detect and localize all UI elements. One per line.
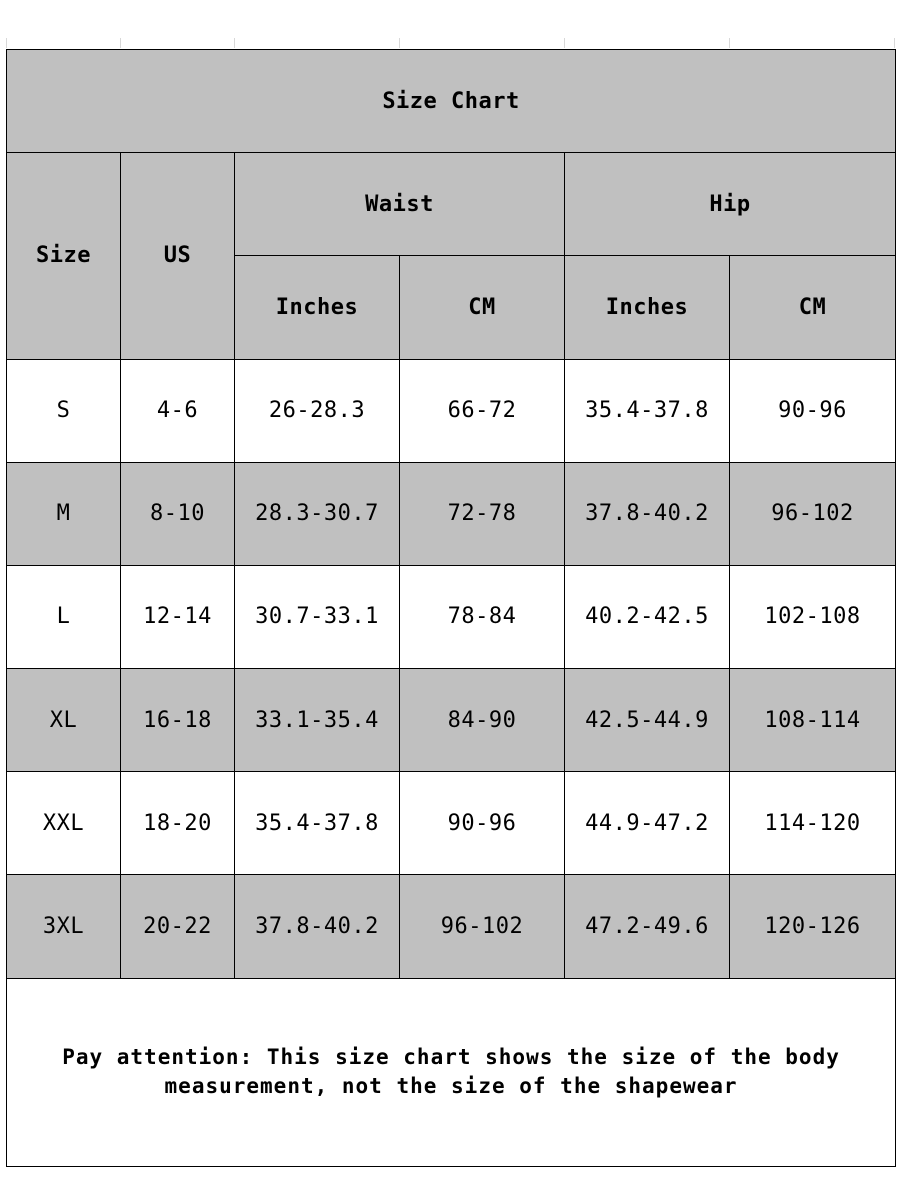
table-row xyxy=(7,462,896,565)
waist-inches-cell: 35.4-37.8 xyxy=(235,772,400,875)
waist-inches-cell: 33.1-35.4 xyxy=(235,669,400,772)
waist-inches-cell: 30.7-33.1 xyxy=(235,565,400,668)
us-cell: 18-20 xyxy=(121,772,235,875)
tick-mark xyxy=(234,38,235,48)
header-waist-inches: Inches xyxy=(235,256,400,359)
us-cell: 8-10 xyxy=(121,462,235,565)
top-gridline-ticks xyxy=(0,38,900,48)
size-cell: M xyxy=(7,462,121,565)
title-row xyxy=(7,50,896,153)
hip-inches-cell: 35.4-37.8 xyxy=(565,359,730,462)
table-row xyxy=(7,359,896,462)
header-waist: Waist xyxy=(235,153,565,256)
table-row xyxy=(7,875,896,978)
waist-inches-cell: 37.8-40.2 xyxy=(235,875,400,978)
hip-inches-cell: 44.9-47.2 xyxy=(565,772,730,875)
size-cell: S xyxy=(7,359,121,462)
tick-mark xyxy=(6,38,7,48)
tick-mark xyxy=(120,38,121,48)
size-chart-table xyxy=(6,49,896,1167)
header-row-top xyxy=(7,153,896,256)
header-hip: Hip xyxy=(565,153,896,256)
hip-inches-cell: 42.5-44.9 xyxy=(565,669,730,772)
note-line-2: measurement, not the size of the shapewear xyxy=(164,1074,738,1099)
hip-cm-cell: 96-102 xyxy=(730,462,896,565)
waist-inches-cell: 26-28.3 xyxy=(235,359,400,462)
hip-cm-cell: 108-114 xyxy=(730,669,896,772)
tick-mark xyxy=(399,38,400,48)
note-line-1: Pay attention: This size chart shows the size of the body xyxy=(62,1045,840,1070)
hip-inches-cell: 47.2-49.6 xyxy=(565,875,730,978)
waist-inches-cell: 28.3-30.7 xyxy=(235,462,400,565)
header-hip-inches: Inches xyxy=(565,256,730,359)
header-us: US xyxy=(121,153,235,359)
header-hip-cm: CM xyxy=(730,256,896,359)
header-waist-cm: CM xyxy=(400,256,565,359)
chart-title: Size Chart xyxy=(7,50,896,153)
table-row xyxy=(7,565,896,668)
size-cell: XL xyxy=(7,669,121,772)
table-row xyxy=(7,669,896,772)
waist-cm-cell: 78-84 xyxy=(400,565,565,668)
tick-mark xyxy=(729,38,730,48)
hip-inches-cell: 37.8-40.2 xyxy=(565,462,730,565)
size-cell: 3XL xyxy=(7,875,121,978)
hip-inches-cell: 40.2-42.5 xyxy=(565,565,730,668)
waist-cm-cell: 84-90 xyxy=(400,669,565,772)
header-size: Size xyxy=(7,153,121,359)
tick-mark xyxy=(894,38,895,48)
hip-cm-cell: 114-120 xyxy=(730,772,896,875)
us-cell: 12-14 xyxy=(121,565,235,668)
note-row xyxy=(7,978,896,1166)
hip-cm-cell: 120-126 xyxy=(730,875,896,978)
tick-mark xyxy=(564,38,565,48)
waist-cm-cell: 90-96 xyxy=(400,772,565,875)
us-cell: 16-18 xyxy=(121,669,235,772)
hip-cm-cell: 90-96 xyxy=(730,359,896,462)
waist-cm-cell: 96-102 xyxy=(400,875,565,978)
size-cell: L xyxy=(7,565,121,668)
waist-cm-cell: 72-78 xyxy=(400,462,565,565)
us-cell: 4-6 xyxy=(121,359,235,462)
us-cell: 20-22 xyxy=(121,875,235,978)
hip-cm-cell: 102-108 xyxy=(730,565,896,668)
table-row xyxy=(7,772,896,875)
waist-cm-cell: 66-72 xyxy=(400,359,565,462)
attention-note xyxy=(7,978,896,1166)
size-cell: XXL xyxy=(7,772,121,875)
